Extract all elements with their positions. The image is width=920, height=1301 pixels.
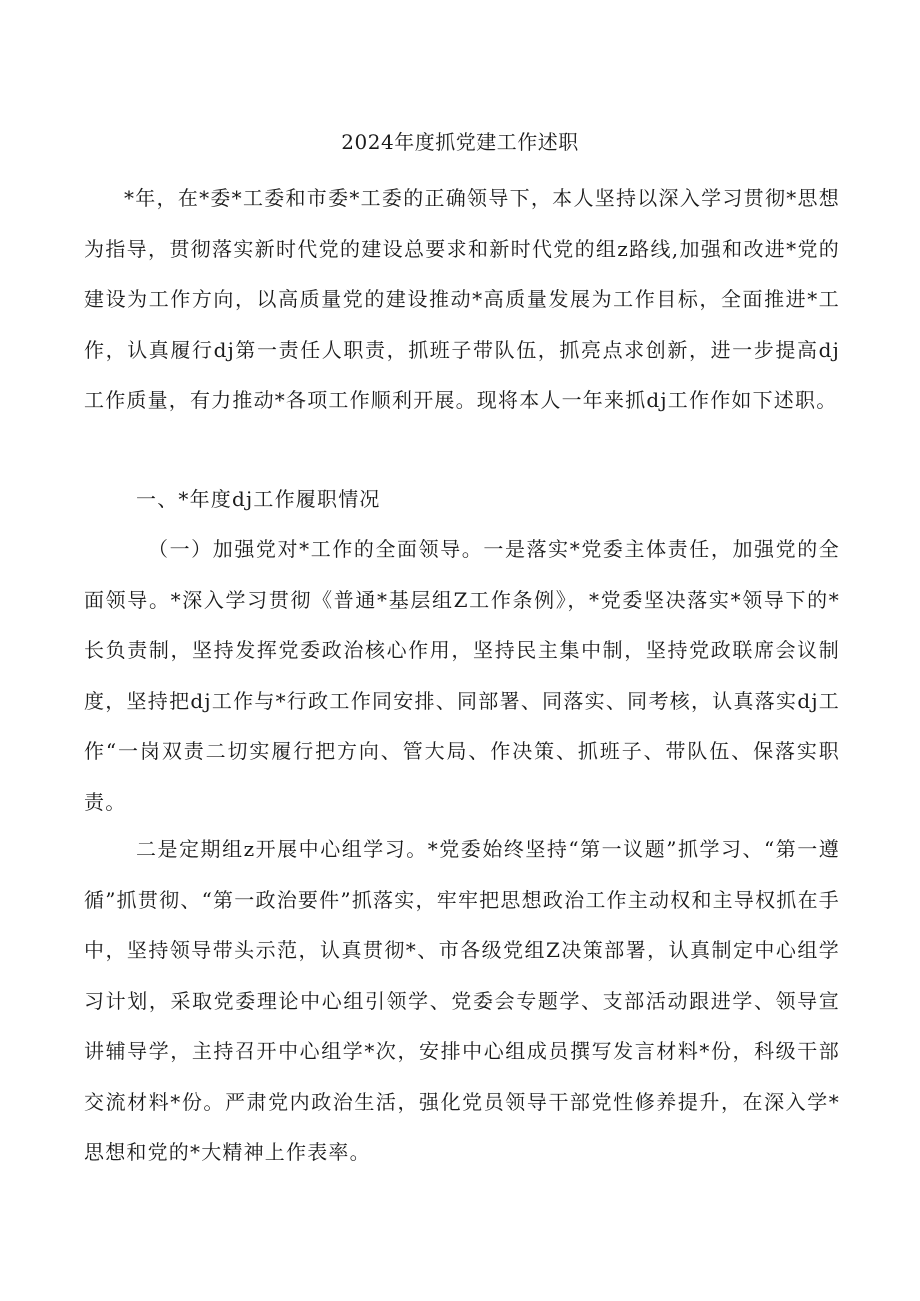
- intro-paragraph: *年，在*委*工委和市委*工委的正确领导下，本人坚持以深入学习贯彻*思想为指导，贯彻落实新时代党的建设总要求和新时代党的组z路线,加强和改进*党的建设为工作方向，以高质量党的建设推动*高质量发展为工作目标，全面推进*工作，认真履行dj第一责任人职责，抓班子带队伍，抓亮点求创新，进一步提高dj工作质量，有力推动*各项工作顺利开展。现将本人一年来抓dj工作作如下述职。: [84, 186, 840, 412]
- section-paragraph-2: 二是定期组z开展中心组学习。*党委始终坚持“第一议题”抓学习、“第一遵循”抓贯彻、“第一政治要件”抓落实，牢牢把思想政治工作主动权和主导权抓在手中，坚持领导带头示范，认真贯彻*、市各级党组Z决策部署，认真制定中心组学习计划，采取党委理论中心组引领学、党委会专题学、支部活动跟进学、领导宣讲辅导学，主持召开中心组学*次，安排中心组成员撰写发言材料*份，科级干部交流材料*份。严肃党内政治生活，强化党员领导干部党性修养提升，在深入学*思想和党的*大精神上作表率。: [84, 837, 840, 1164]
- section-heading: 一、*年度dj工作履职情况: [136, 487, 381, 511]
- document-title: 2024年度抓党建工作述职: [341, 130, 579, 154]
- section-paragraph-1: （一）加强党对*工作的全面领导。一是落实*党委主体责任，加强党的全面领导。*深入学习贯彻《普通*基层组Z工作条例》，*党委坚决落实*领导下的*长负责制，坚持发挥党委政治核心作用，坚持民主集中制，坚持党政联席会议制度，坚持把dj工作与*行政工作同安排、同部署、同落实、同考核，认真落实dj工作“一岗双责二切实履行把方向、管大局、作决策、抓班子、带队伍、保落实职责。: [84, 537, 840, 814]
